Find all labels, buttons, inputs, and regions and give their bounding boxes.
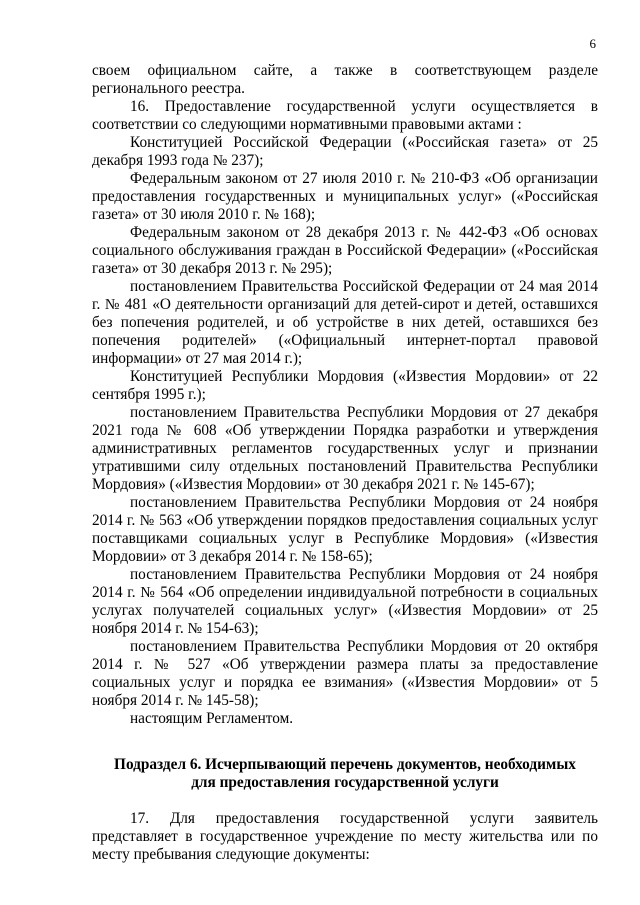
legal-act-constitution-rf: Конституцией Российской Федерации («Российская газета» от 25 декабря 1993 года № 237); — [92, 134, 598, 169]
page-number: 6 — [589, 36, 596, 51]
paragraph-item-16: 16. Предоставление государственной услуги осуществляется в соответствии со следующими нормативными правовыми актами : — [92, 98, 598, 133]
legal-act-resolution-608: постановлением Правительства Республики Мордовия от 27 декабря 2021 года № 608 «Об утверждении Порядка разработки и утверждения административных регламентов государственных услуг и признании утратившими силу отдельных постановлений Правительства Республики Мордовия» («Известия Мордовии» от 30 декабря 2021 г. № 145-67); — [92, 404, 598, 493]
paragraph-continuation: своем официальном сайте, а также в соответствующем разделе регионального реестра. — [92, 62, 598, 97]
paragraph-item-17: 17. Для предоставления государственной услуги заявитель представляет в государственное учреждение по месту жительства или по месту пребывания следующие документы: — [92, 810, 598, 863]
legal-act-regulation: настоящим Регламентом. — [130, 710, 294, 727]
legal-act-210-fz: Федеральным законом от 27 июля 2010 г. № 210-ФЗ «Об организации предоставления государственных и муниципальных услуг» («Российская газета» от 30 июля 2010 г. № 168); — [92, 170, 598, 223]
document-body — [92, 62, 598, 864]
section-heading-line1: Подраздел 6. Исчерпывающий перечень документов, необходимых — [114, 756, 576, 773]
legal-act-resolution-563: постановлением Правительства Республики Мордовия от 24 ноября 2014 г. № 563 «Об утверждении порядков предоставления социальных услуг поставщиками социальных услуг в Республике Мордовия» («Известия Мордовии» от 3 декабря 2014 г. № 158-65); — [92, 494, 598, 565]
legal-act-resolution-481: постановлением Правительства Российской Федерации от 24 мая 2014 г. № 481 «О деятельности организаций для детей-сирот и детей, оставшихся без попечения родителей, и об устройстве в них детей, оставшихся без попечения родителей» («Официальный интернет-портал правовой информации» от 27 мая 2014 г.); — [92, 278, 598, 367]
legal-act-442-fz: Федеральным законом от 28 декабря 2013 г. № 442-ФЗ «Об основах социального обслуживания граждан в Российской Федерации» («Российская газета» от 30 декабря 2013 г. № 295); — [92, 224, 598, 277]
section-heading — [92, 756, 598, 792]
legal-act-constitution-mordovia: Конституцией Республики Мордовия («Известия Мордовии» от 22 сентября 1995 г.); — [92, 368, 598, 403]
legal-act-resolution-527: постановлением Правительства Республики Мордовия от 20 октября 2014 г. № 527 «Об утверждении размера платы за предоставление социальных услуг и порядка ее взимания» («Известия Мордовии» от 5 ноября 2014 г. № 145-58); — [92, 638, 598, 709]
section-heading-line2: для предоставления государственной услуги — [191, 774, 499, 791]
legal-act-resolution-564: постановлением Правительства Республики Мордовия от 24 ноября 2014 г. № 564 «Об определении индивидуальной потребности в социальных услугах получателей социальных услуг» («Известия Мордовии» от 25 ноября 2014 г. № 154-63); — [92, 566, 598, 637]
